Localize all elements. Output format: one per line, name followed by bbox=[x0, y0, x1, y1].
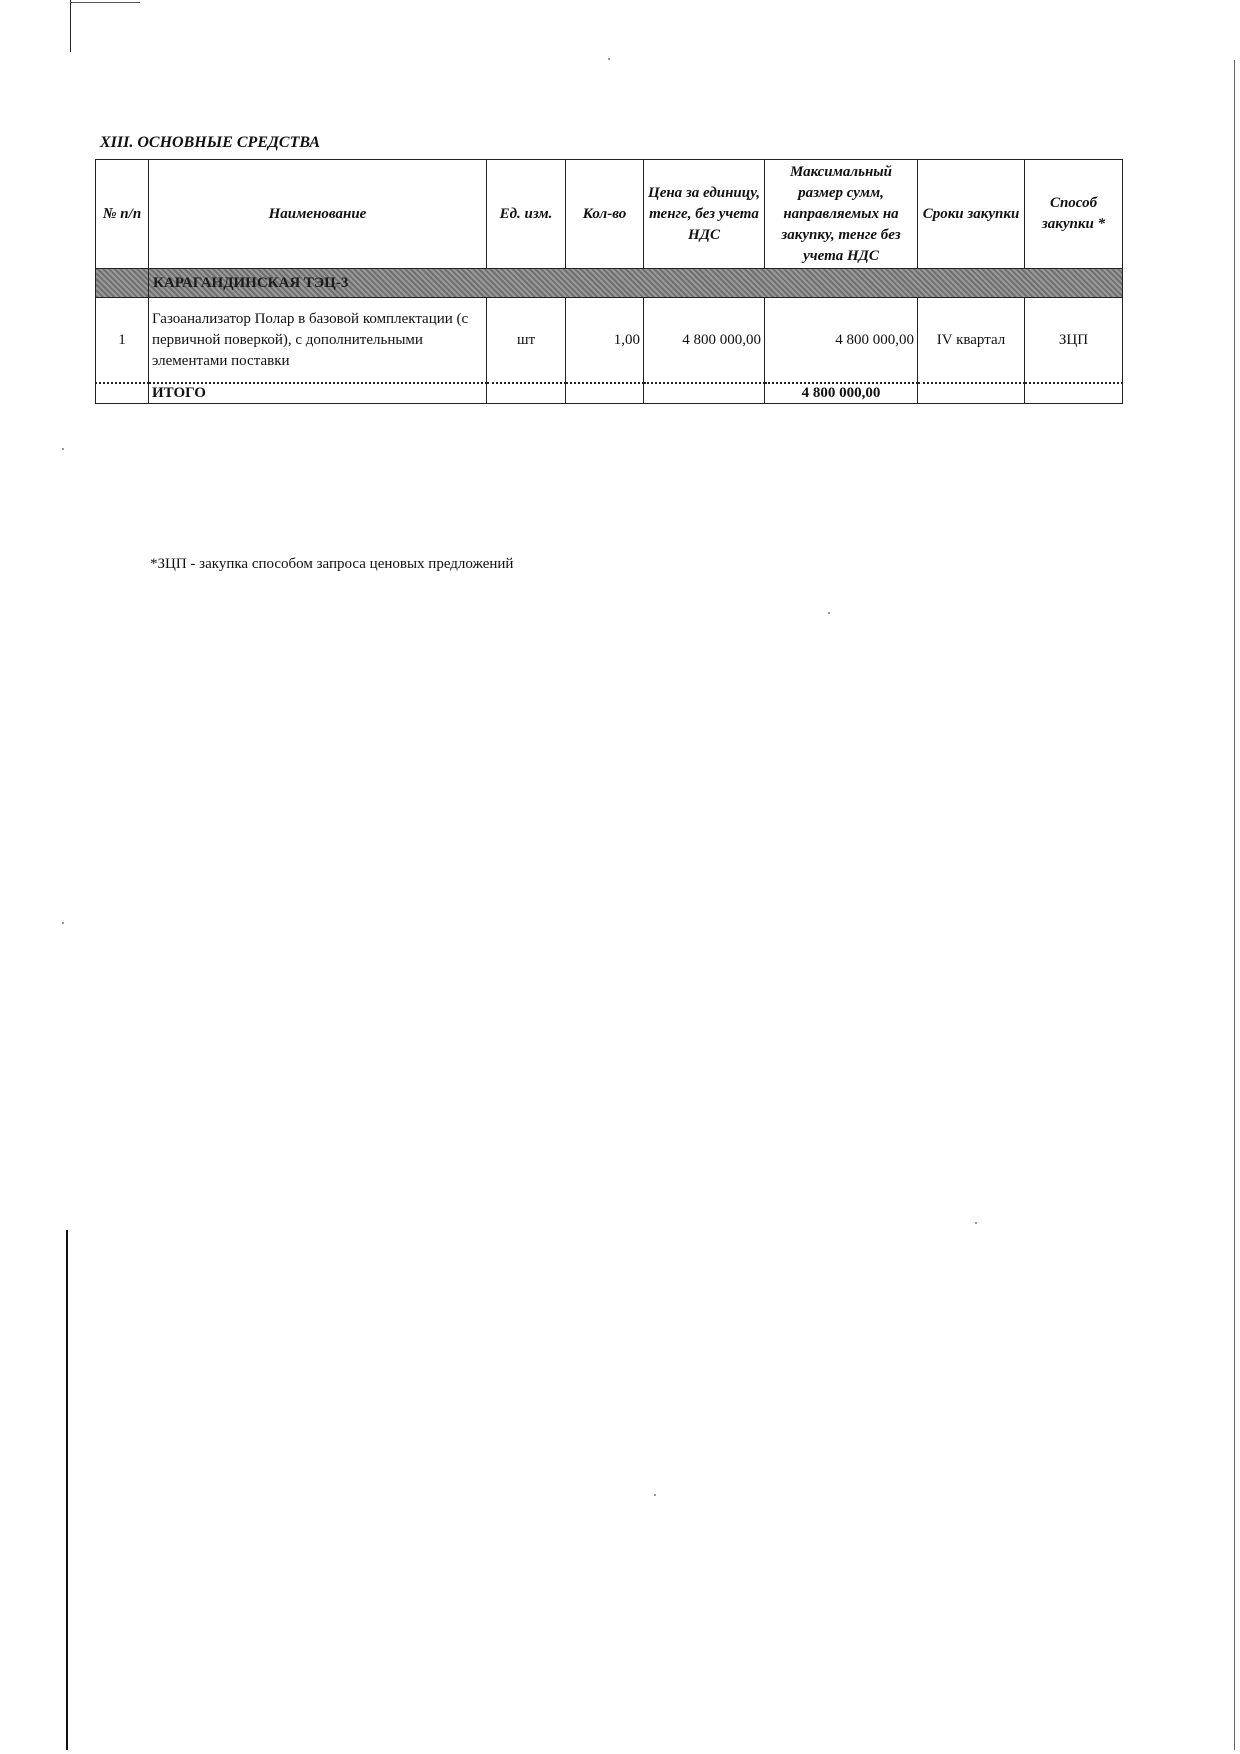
scan-speck bbox=[62, 448, 64, 450]
header-num: № п/п bbox=[96, 160, 149, 269]
table-row bbox=[96, 298, 1123, 384]
header-name: Наименование bbox=[149, 160, 487, 269]
row-name: Газоанализатор Полар в базовой комплектации (с первичной поверкой), с дополнительными элементами поставки bbox=[149, 298, 487, 384]
row-price: 4 800 000,00 bbox=[644, 298, 765, 384]
scan-edge-line bbox=[70, 0, 71, 52]
scan-speck bbox=[975, 1222, 977, 1224]
scan-speck bbox=[828, 612, 830, 614]
header-price: Цена за единицу, тенге, без учета НДС bbox=[644, 160, 765, 269]
row-period: IV квартал bbox=[918, 298, 1025, 384]
section-title: XIII. ОСНОВНЫЕ СРЕДСТВА bbox=[100, 134, 321, 151]
scan-edge-line bbox=[1234, 60, 1235, 1750]
row-unit: шт bbox=[487, 298, 566, 384]
footnote: *ЗЦП - закупка способом запроса ценовых предложений bbox=[150, 556, 514, 572]
table-header-row bbox=[96, 160, 1123, 269]
scan-speck bbox=[62, 922, 64, 924]
row-max-sum: 4 800 000,00 bbox=[765, 298, 918, 384]
group-row bbox=[96, 269, 1123, 298]
total-max-sum: 4 800 000,00 bbox=[765, 383, 918, 404]
total-row bbox=[96, 383, 1123, 404]
row-qty: 1,00 bbox=[566, 298, 644, 384]
header-qty: Кол-во bbox=[566, 160, 644, 269]
header-period: Сроки закупки bbox=[918, 160, 1025, 269]
total-cell-empty bbox=[644, 383, 765, 404]
row-method: ЗЦП bbox=[1025, 298, 1123, 384]
total-label: ИТОГО bbox=[149, 383, 487, 404]
total-cell-empty bbox=[566, 383, 644, 404]
scan-speck bbox=[654, 1494, 656, 1496]
header-unit: Ед. изм. bbox=[487, 160, 566, 269]
scan-edge-line bbox=[70, 2, 140, 3]
scan-speck bbox=[608, 58, 610, 60]
group-cell-empty bbox=[96, 269, 149, 298]
header-method: Способ закупки * bbox=[1025, 160, 1123, 269]
total-cell-empty bbox=[1025, 383, 1123, 404]
group-label: КАРАГАНДИНСКАЯ ТЭЦ-3 bbox=[149, 269, 1123, 298]
header-max-sum: Максимальный размер сумм, направляемых на закупку, тенге без учета НДС bbox=[765, 160, 918, 269]
total-cell-empty bbox=[918, 383, 1025, 404]
procurement-table bbox=[95, 159, 1123, 404]
total-cell-empty bbox=[487, 383, 566, 404]
total-cell-empty bbox=[96, 383, 149, 404]
row-num: 1 bbox=[96, 298, 149, 384]
scan-edge-line bbox=[66, 1230, 68, 1750]
